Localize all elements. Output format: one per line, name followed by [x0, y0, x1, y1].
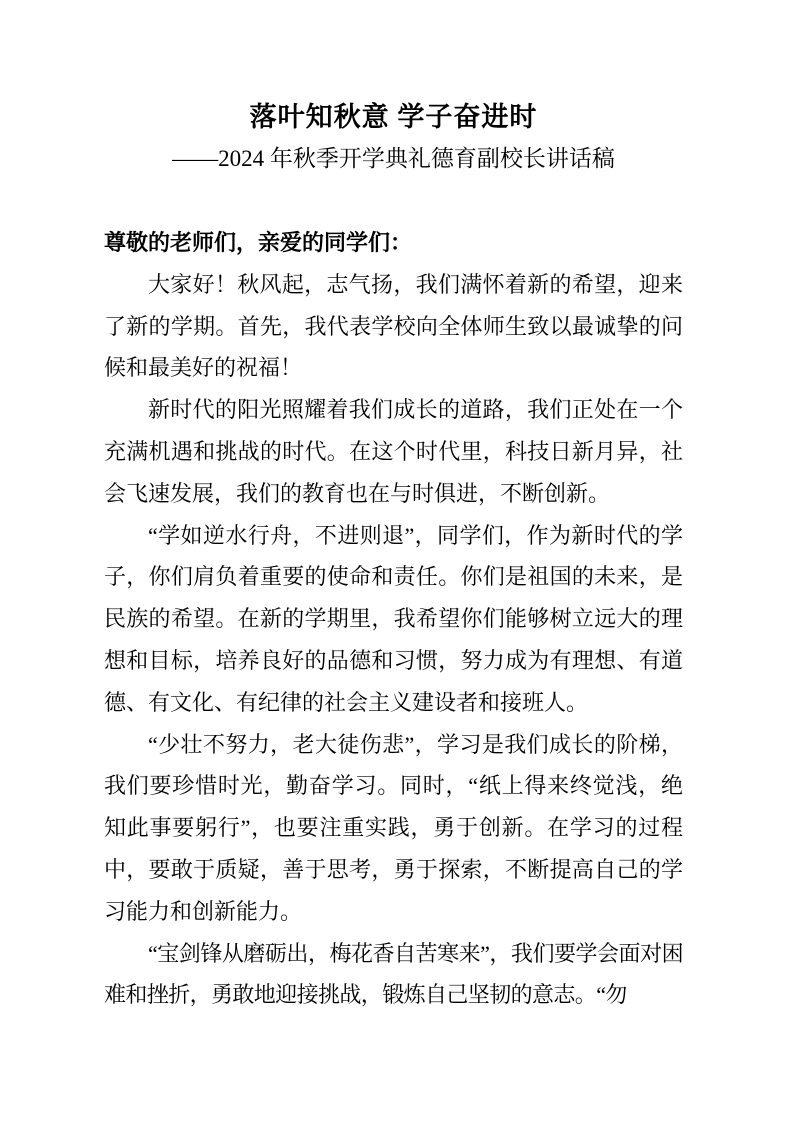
- paragraph-study-like-rowing: “学如逆水行舟，不进则退”，同学们，作为新时代的学子，你们肩负着重要的使命和责任。你们是祖国的未来，是民族的希望。在新的学期里，我希望你们能够树立远大的理想和目标，培养良好的品德和习惯，努力成为有理想、有道德、有文化、有纪律的社会主义建设者和接班人。: [104, 522, 683, 715]
- paragraph-sword-and-plum: “宝剑锋从磨砺出，梅花香自苦寒来”，我们要学会面对困难和挫折，勇敢地迎接挑战，锻炼自己坚韧的意志。“勿: [104, 940, 683, 1008]
- document-subtitle: ——2024 年秋季开学典礼德育副校长讲话稿: [172, 146, 615, 171]
- paragraph-new-era: 新时代的阳光照耀着我们成长的道路，我们正处在一个充满机遇和挑战的时代。在这个时代里，科技日新月异，社会飞速发展，我们的教育也在与时俱进，不断创新。: [104, 397, 683, 506]
- salutation-line: 尊敬的老师们，亲爱的同学们：: [104, 230, 413, 255]
- paragraph-greeting: 大家好！秋风起，志气扬，我们满怀着新的希望，迎来了新的学期。首先，我代表学校向全体师生致以最诚挚的问候和最美好的祝福！: [104, 271, 683, 381]
- document-body: [104, 222, 683, 1016]
- blank-line-spacer: [104, 180, 683, 222]
- document-title: 落叶知秋意 学子奋进时: [249, 102, 538, 132]
- paragraph-cherish-time: “少壮不努力，老大徒伤悲”，学习是我们成长的阶梯，我们要珍惜时光，勤奋学习。同时，“纸上得来终觉浅，绝知此事要躬行”，也要注重实践，勇于创新。在学习的过程中，要敢于质疑，善于思考，勇于探索，不断提高自己的学习能力和创新能力。: [104, 731, 683, 924]
